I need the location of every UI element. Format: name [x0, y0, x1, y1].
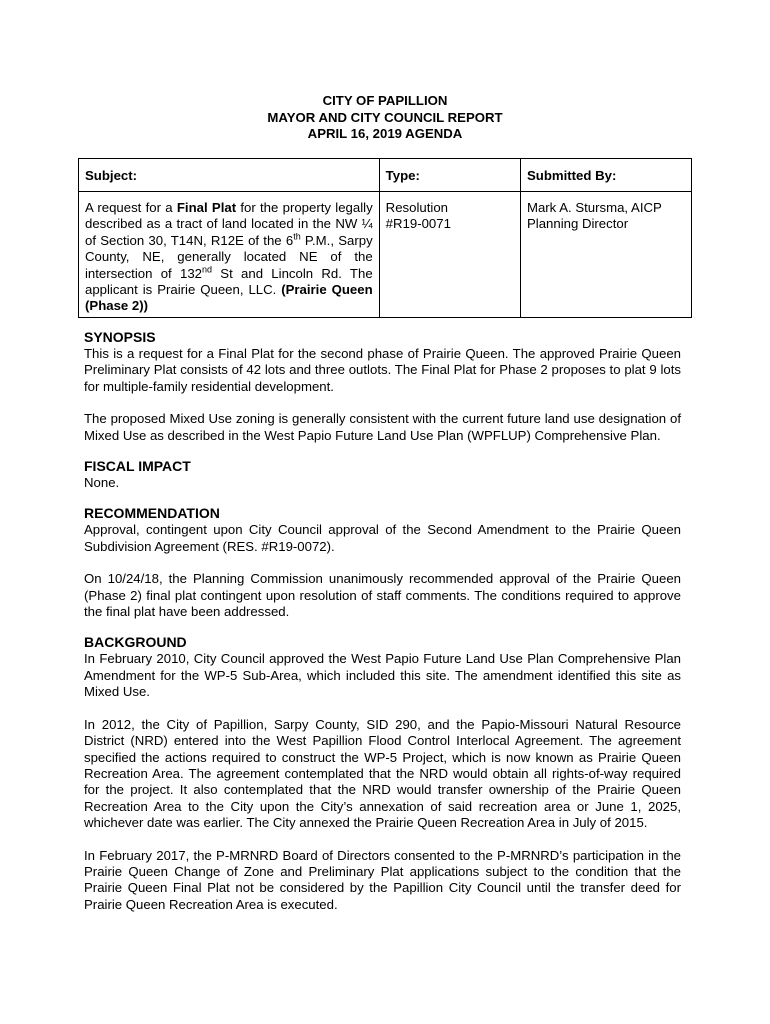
submitted-by-cell	[520, 192, 691, 318]
report-body	[84, 329, 681, 913]
subject-text-4: St and Lincoln Rd. The applicant is Prairie Queen, LLC.	[85, 265, 373, 298]
synopsis-heading: SYNOPSIS	[84, 329, 156, 345]
subject-final-plat: Final Plat	[176, 200, 237, 215]
type-label: Type:	[379, 159, 520, 192]
subject-text-1: A request for a	[85, 200, 177, 215]
report-header	[0, 93, 770, 143]
header-agenda-date: APRIL 16, 2019 AGENDA	[307, 126, 463, 141]
subject-sup-th: th	[293, 231, 301, 242]
synopsis-paragraph-2: The proposed Mixed Use zoning is generally consistent with the current future land use designation of Mixed Use as described in the West Papio Future Land Use Plan (WPFLUP) Comprehensive Plan.	[84, 411, 681, 443]
resolution-number: #R19-0071	[385, 216, 451, 232]
table-header-row	[79, 159, 692, 192]
submitted-by-label: Submitted By:	[520, 159, 691, 192]
recommendation-paragraph-1: Approval, contingent upon City Council approval of the Second Amendment to the Prairie Queen Subdivision Agreement (RES. #R19-0072).	[84, 522, 681, 554]
fiscal-impact-heading: FISCAL IMPACT	[84, 458, 191, 475]
subject-label: Subject:	[79, 159, 380, 192]
synopsis-paragraph-1: This is a request for a Final Plat for the second phase of Prairie Queen. The approved Prairie Queen Preliminary Plat consists of 42 lots and three outlots. The Final Plat for Phase 2 proposes to plat 9 lots for multiple-family residential development.	[84, 346, 681, 394]
background-paragraph-1: In February 2010, City Council approved the West Papio Future Land Use Plan Comprehensive Plan Amendment for the WP-5 Sub-Area, which included this site. The amendment identified this site as Mixed Use.	[84, 651, 681, 700]
report-info-table	[78, 158, 692, 318]
background-paragraph-3: In February 2017, the P-MRNRD Board of Directors consented to the P-MRNRD’s participation in the Prairie Queen Change of Zone and Preliminary Plat applications subject to the condition that the Prairie Queen Final Plat not be considered by the Papillion City Council until the transfer deed for Prairie Queen Recreation Area is executed.	[84, 847, 681, 912]
header-city: CITY OF PAPILLION	[322, 93, 448, 108]
subject-sup-nd: nd	[202, 264, 213, 275]
background-heading: BACKGROUND	[84, 634, 187, 651]
type-cell	[379, 192, 520, 318]
submitter-name: Mark A. Stursma, AICP	[526, 200, 662, 215]
subject-text-3: P.M., Sarpy County, NE, generally located NE of the intersection of 132	[85, 232, 373, 281]
recommendation-heading: RECOMMENDATION	[84, 505, 220, 522]
subject-project-name: (Prairie Queen (Phase 2))	[85, 282, 373, 314]
table-content-row	[79, 192, 692, 318]
background-paragraph-2: In 2012, the City of Papillion, Sarpy County, SID 290, and the Papio-Missouri Natural Resource District (NRD) entered into the West Papillion Flood Control Interlocal Agreement. The agreement specified the actions required to construct the WP-5 Project, which is now known as Prairie Queen Recreation Area. The agreement contemplated that the NRD would obtain all rights-of-way required for the project. It also contemplated that the NRD would transfer ownership of the Prairie Queen Recreation Area to the City upon the City’s annexation of said recreation area or June 1, 2025, whichever date was earlier. The City annexed the Prairie Queen Recreation Area in July of 2015.	[84, 716, 681, 831]
header-report-title: MAYOR AND CITY COUNCIL REPORT	[267, 109, 503, 125]
subject-text-2: for the property legally described as a tract of land located in the NW ¼ of Section 30, T14N, R12E of the 6	[85, 200, 373, 248]
subject-cell	[79, 192, 380, 318]
submitter-title: Planning Director	[526, 216, 629, 232]
type-value: Resolution	[385, 200, 448, 215]
recommendation-paragraph-2: On 10/24/18, the Planning Commission unanimously recommended approval of the Prairie Queen (Phase 2) final plat contingent upon resolution of staff comments. The conditions required to approve the final plat have been addressed.	[84, 571, 681, 620]
fiscal-impact-paragraph: None.	[84, 475, 120, 491]
